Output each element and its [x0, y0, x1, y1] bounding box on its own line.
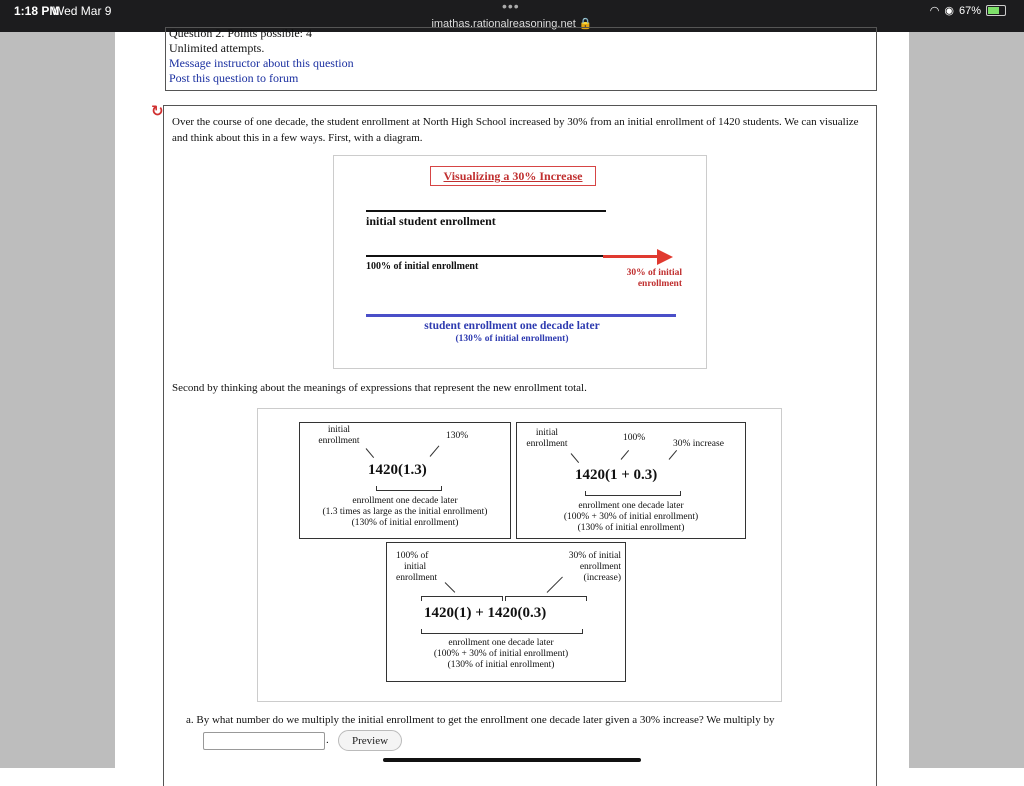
preview-button[interactable]: Preview: [338, 730, 402, 751]
question-box: [163, 105, 877, 786]
clock: 1:18 PM: [14, 4, 60, 18]
expr2-30-label: 30% increase: [673, 439, 724, 449]
lock-icon: 🔒: [578, 18, 593, 30]
problem-intro: Over the course of one decade, the student enrollment at North High School increased by 30% from an initial enrollment of 1420 students. We can visualize and think about this in a few ways. First, with a diagram.: [172, 116, 859, 144]
initial-line: [366, 210, 606, 212]
location-icon: ◉: [944, 5, 954, 17]
question-page: [115, 26, 909, 768]
expr3-expression: 1420(1) + 1420(0.3): [424, 605, 547, 621]
part-a-question: a. By what number do we multiply the initial enrollment to get the enrollment one decade later given a 30% increase? We multiply by: [186, 714, 775, 726]
expr3-left-label: 100% of initial enrollment: [396, 551, 438, 583]
expr1-initial-label: initial enrollment: [318, 425, 360, 446]
expr3-right-label: 30% of initial enrollment (increase): [568, 551, 621, 583]
thirty-label: 30% of initial enrollment: [626, 268, 682, 289]
expr2-desc: enrollment one decade later (100% + 30% of initial enrollment) (130% of initial enrollment): [563, 501, 699, 533]
expr2-expression: 1420(1 + 0.3): [575, 467, 658, 483]
arrow-head-icon: [657, 249, 673, 265]
second-text: Second by thinking about the meanings of expressions that represent the new enrollment total.: [172, 382, 587, 394]
battery-icon: [986, 5, 1006, 16]
later-line: [366, 314, 676, 317]
hundred-label: 100% of initial enrollment: [366, 261, 479, 272]
attempts-text: Unlimited attempts.: [169, 41, 265, 55]
date: Wed Mar 9: [53, 4, 112, 18]
expressions-diagram: [257, 408, 782, 702]
answer-period: .: [326, 734, 329, 746]
answer-input[interactable]: [203, 732, 325, 750]
expr1-expression: 1420(1.3): [368, 462, 427, 478]
refresh-icon[interactable]: ↻: [151, 102, 164, 120]
expr1-desc: enrollment one decade later (1.3 times as large as the initial enrollment) (130% of initial enrollment): [322, 496, 488, 528]
increase-arrow: [603, 255, 659, 258]
left-margin: [0, 32, 115, 768]
diagram-title: Visualizing a 30% Increase: [430, 166, 596, 186]
later-label: student enrollment one decade later (130% of initial enrollment): [424, 320, 600, 344]
initial-label: initial student enrollment: [366, 214, 496, 228]
home-indicator[interactable]: [383, 758, 641, 762]
expr1-130-label: 130%: [446, 431, 469, 441]
points-possible: Question 2. Points possible: 4: [169, 26, 313, 40]
battery-percent: 67%: [958, 4, 981, 17]
status-icons: [930, 4, 1006, 17]
expr2-initial-label: initial enrollment: [526, 428, 568, 449]
more-dots-icon[interactable]: •••: [502, 0, 520, 14]
hundred-line: [366, 255, 604, 257]
increase-diagram: [333, 155, 707, 369]
right-margin: [909, 32, 1024, 768]
wifi-icon: ◠: [929, 5, 940, 17]
url-bar[interactable]: imathas.rationalreasoning.net 🔒: [431, 18, 593, 30]
message-instructor-link[interactable]: Message instructor about this question: [169, 56, 354, 70]
expr3-desc: enrollment one decade later (100% + 30% of initial enrollment) (130% of initial enrollment): [433, 638, 569, 670]
expression-box-1: [299, 422, 511, 539]
expression-box-2: [516, 422, 746, 539]
forum-link[interactable]: Post this question to forum: [169, 71, 299, 85]
question-info-box: [165, 27, 877, 91]
expression-box-3: [386, 542, 626, 682]
expr2-100-label: 100%: [623, 433, 646, 443]
